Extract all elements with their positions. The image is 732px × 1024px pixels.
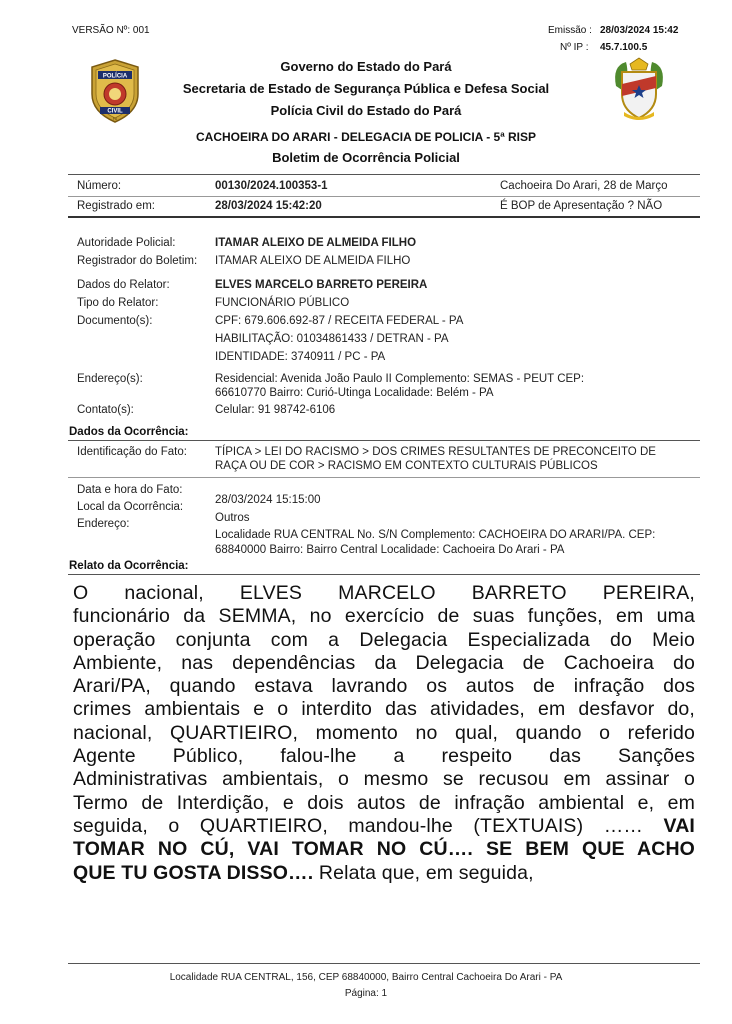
ip-value: 45.7.100.5 [600, 42, 648, 53]
relato-line-11-normal: seguida, o QUARTIEIRO, mandou-lhe (TEXTUAIS) …… [73, 814, 643, 837]
registrador-value: ITAMAR ALEIXO DE ALMEIDA FILHO [215, 255, 411, 267]
endereco-line-2: 66610770 Bairro: Curió-Utinga Localidade: Belém - PA [215, 387, 494, 399]
endereco-ocorrencia-line-2: 68840000 Bairro: Bairro Central Localidade: Cachoeira Do Arari - PA [215, 544, 565, 556]
numero-value: 00130/2024.100353-1 [215, 180, 328, 192]
badge-top-text: POLÍCIA [102, 73, 128, 80]
relato-line-13-normal: Relata que, em seguida, [318, 861, 534, 884]
tipo-relator-label: Tipo do Relator: [77, 297, 159, 309]
contato-label: Contato(s): [77, 404, 134, 416]
relato-line [73, 862, 695, 885]
version-number: VERSÃO Nº: 001 [72, 25, 150, 36]
unit-title: CACHOEIRA DO ARARI - DELEGACIA DE POLICIA - 5ª RISP [195, 130, 536, 144]
identificacao-line-2: RAÇA OU DE COR > RACISMO EM CONTEXTO CULTURAIS PÚBLICOS [215, 460, 598, 472]
identificacao-label: Identificação do Fato: [77, 446, 187, 458]
ip-label: Nº IP : [560, 42, 589, 53]
divider [68, 477, 700, 478]
relato-line: crimes ambientais e o interdito das atividades, em desfavor do, [73, 698, 695, 721]
registrado-label: Registrado em: [77, 200, 155, 212]
relato-line: nacional, QUARTIEIRO, momento no qual, quando o referido [73, 721, 695, 744]
section-title-ocorrencia: Dados da Ocorrência: [69, 426, 189, 438]
relator-label: Dados do Relator: [77, 279, 170, 291]
emission-value: 28/03/2024 15:42 [600, 25, 679, 36]
relato-line: Ambiente, nas dependências da Delegacia de Cachoeira do [73, 651, 695, 674]
relato-line: operação conjunta com a Delegacia Especializada do Meio [73, 628, 695, 651]
relato-line: Arari/PA, quando estava lavrando os autos de infração dos [73, 675, 695, 698]
datahora-value: 28/03/2024 15:15:00 [215, 494, 321, 506]
local-ocorrencia-value: Outros [215, 512, 250, 524]
relato-line-11-bold: VAI [663, 814, 695, 837]
contato-value: Celular: 91 98742-6106 [215, 404, 336, 416]
relato-line: O nacional, ELVES MARCELO BARRETO PEREIRA, [73, 582, 695, 604]
endereco-line-1: Residencial: Avenida João Paulo II Complemento: SEMAS - PEUT CEP: [215, 373, 585, 385]
page-number: Página: 1 [344, 988, 388, 999]
emission-label: Emissão : [548, 25, 592, 36]
divider [68, 174, 700, 175]
bop-question: É BOP de Apresentação ? NÃO [500, 200, 663, 212]
relato-line: Termo de Interdição, e dois autos de infração ambiental e, em [73, 791, 695, 814]
police-title: Polícia Civil do Estado do Pará [270, 103, 462, 118]
relato-line: Administrativas ambientais, o mesmo se recusou em assinar o [73, 768, 695, 791]
local-ocorrencia-label: Local da Ocorrência: [77, 501, 184, 513]
local-date: Cachoeira Do Arari, 28 de Março [500, 180, 668, 192]
relato-text [73, 582, 695, 885]
footer-address: Localidade RUA CENTRAL, 156, CEP 68840000, Bairro Central Cachoeira Do Arari - PA [169, 972, 563, 983]
relato-line [73, 815, 695, 838]
relato-line: funcionário da SEMMA, no exercício de suas funções, em uma [73, 605, 695, 628]
section-title-relato: Relato da Ocorrência: [69, 560, 189, 572]
identificacao-line-1: TÍPICA > LEI DO RACISMO > DOS CRIMES RESULTANTES DE PRECONCEITO DE [215, 446, 656, 458]
tipo-relator-value: FUNCIONÁRIO PÚBLICO [215, 297, 350, 309]
documento-habilitacao: HABILITAÇÃO: 01034861433 / DETRAN - PA [215, 333, 449, 345]
autoridade-value: ITAMAR ALEIXO DE ALMEIDA FILHO [215, 237, 417, 249]
relato-line-13-bold: QUE TU GOSTA DISSO…. [73, 861, 314, 884]
registrado-value: 28/03/2024 15:42:20 [215, 200, 322, 212]
government-title: Governo do Estado do Pará [280, 59, 452, 74]
endereco-ocorrencia-line-1: Localidade RUA CENTRAL No. S/N Complemento: CACHOEIRA DO ARARI/PA. CEP: [215, 529, 656, 541]
relato-line: Agente Público, falou-lhe a respeito das Sanções [73, 745, 695, 768]
divider [68, 440, 700, 441]
divider [68, 574, 700, 575]
autoridade-label: Autoridade Policial: [77, 237, 176, 249]
secretariat-title: Secretaria de Estado de Segurança Pública e Defesa Social [182, 81, 550, 96]
badge-bottom-text: CIVIL [107, 108, 123, 115]
document-title: Boletim de Ocorrência Policial [272, 150, 460, 165]
documento-label: Documento(s): [77, 315, 153, 327]
divider [68, 196, 700, 197]
numero-label: Número: [77, 180, 122, 192]
endereco-label: Endereço(s): [77, 373, 143, 385]
footer-divider [68, 963, 700, 964]
badge-tiny-text: PA [112, 117, 118, 121]
registrador-label: Registrador do Boletim: [77, 255, 198, 267]
datahora-label: Data e hora do Fato: [77, 484, 183, 496]
relator-value: ELVES MARCELO BARRETO PEREIRA [215, 279, 428, 291]
endereco-ocorrencia-label: Endereço: [77, 518, 130, 530]
documento-identidade: IDENTIDADE: 3740911 / PC - PA [215, 351, 386, 363]
divider [68, 216, 700, 218]
documento-cpf: CPF: 679.606.692-87 / RECEITA FEDERAL - PA [215, 315, 464, 327]
relato-line-12-bold: TOMAR NO CÚ, VAI TOMAR NO CÚ…. SE BEM QUE ACHO [73, 838, 695, 861]
